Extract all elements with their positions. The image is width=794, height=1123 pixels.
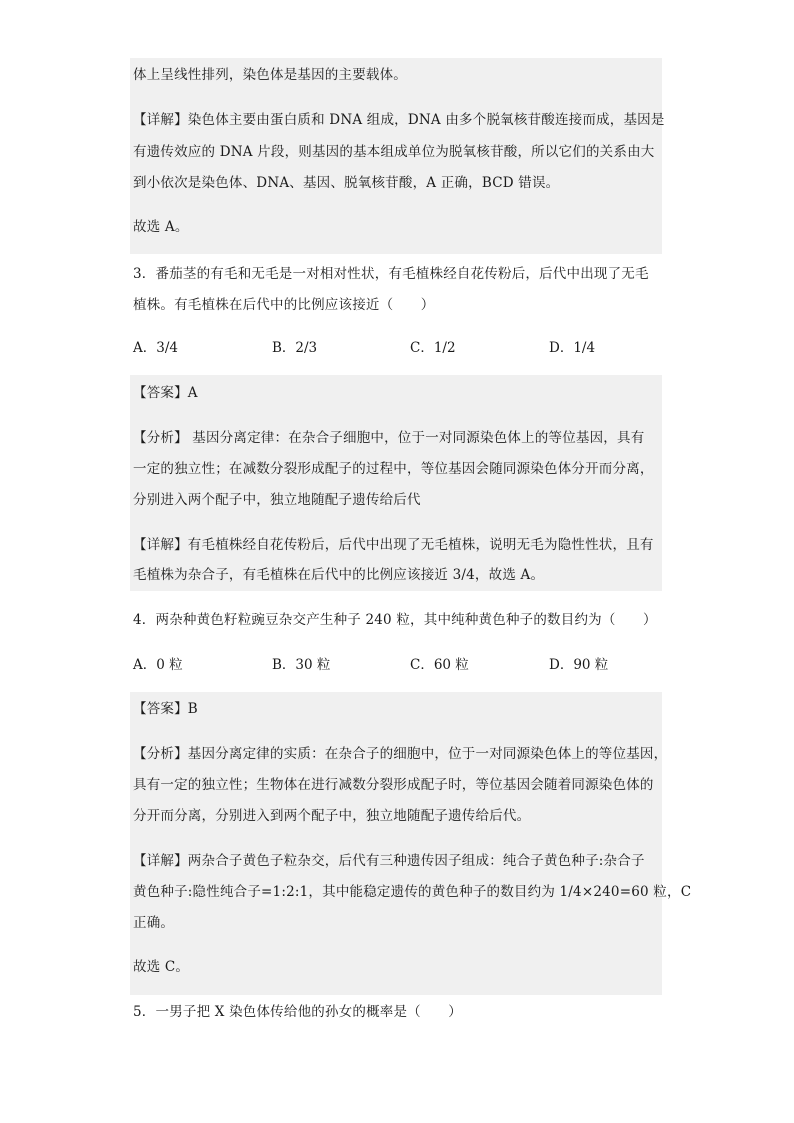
explanation-text: 体上呈线性排列，染色体是基因的主要载体。 [133, 67, 407, 83]
option-b: B．30 粒 [272, 657, 331, 673]
analysis-text: 具有一定的独立性；生物体在进行减数分裂形成配子时，等位基因会随着同源染色体的 [133, 777, 654, 793]
analysis-text: 【分析】基因分离定律的实质：在杂合子的细胞中，位于一对同源染色体上的等位基因， [133, 746, 668, 762]
question-stem: 5．一男子把 X 染色体传给他的孙女的概率是（ ） [133, 1004, 462, 1020]
explanation-text: 毛植株为杂合子，有毛植株在后代中的比例应该接近 3/4，故选 A。 [133, 567, 545, 583]
analysis-text: 分开而分离，分别进入到两个配子中，独立地随配子遗传给后代。 [133, 808, 531, 824]
answer-text: 【答案】B [133, 701, 198, 717]
analysis-text: 【分析】 基因分离定律：在杂合子细胞中，位于一对同源染色体上的等位基因，具有 [133, 430, 645, 446]
option-a: A．0 粒 [133, 657, 183, 673]
explanation-text: 【详解】染色体主要由蛋白质和 DNA 组成，DNA 由多个脱氧核苷酸连接而成，基因是 [133, 112, 665, 128]
answer-text: 【答案】A [133, 385, 198, 401]
answer-block-q3 [130, 375, 662, 591]
answer-block-q4 [130, 692, 662, 995]
question-stem: 植株。有毛植株在后代中的比例应该接近（ ） [133, 297, 435, 313]
explanation-text: 黄色种子:隐性纯合子=1:2:1，其中能稳定遗传的黄色种子的数目约为 1/4×240=60 粒，C [133, 884, 692, 900]
option-b: B．2/3 [272, 340, 318, 356]
explanation-text: 故选 A。 [133, 219, 189, 235]
option-d: D．90 粒 [549, 657, 609, 673]
option-d: D．1/4 [549, 340, 596, 356]
option-c: C．60 粒 [410, 657, 469, 673]
explanation-text: 有遗传效应的 DNA 片段，则基因的基本组成单位为脱氧核苷酸，所以它们的关系由大 [133, 144, 655, 160]
option-c: C．1/2 [410, 340, 456, 356]
question-stem: 3．番茄茎的有毛和无毛是一对相对性状，有毛植株经自花传粉后，后代中出现了无毛 [133, 266, 649, 282]
question-stem: 4．两杂种黄色籽粒豌豆杂交产生种子 240 粒，其中纯种黄色种子的数目约为（ ） [133, 612, 657, 628]
option-a: A．3/4 [133, 340, 178, 356]
explanation-text: 故选 C。 [133, 959, 190, 975]
explanation-text: 正确。 [133, 915, 175, 931]
analysis-text: 分别进入两个配子中，独立地随配子遗传给后代 [133, 492, 421, 508]
analysis-text: 一定的独立性；在减数分裂形成配子的过程中，等位基因会随同源染色体分开而分离， [133, 461, 654, 477]
explanation-text: 到小依次是染色体、DNA、基因、脱氧核苷酸，A 正确，BCD 错误。 [133, 175, 560, 191]
explanation-text: 【详解】两杂合子黄色子粒杂交，后代有三种遗传因子组成：纯合子黄色种子:杂合子 [133, 853, 645, 869]
explanation-text: 【详解】有毛植株经自花传粉后，后代中出现了无毛植株，说明无毛为隐性性状，且有 [133, 537, 654, 553]
